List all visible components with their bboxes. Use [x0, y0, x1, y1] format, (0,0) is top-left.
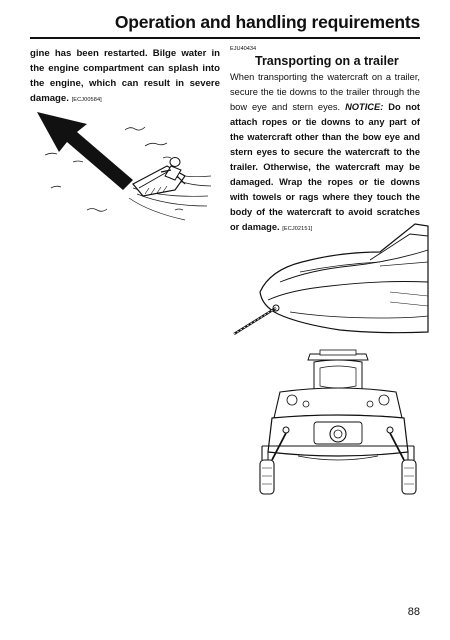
section-body: [230, 70, 420, 237]
section-title: Transporting on a trailer: [255, 54, 399, 68]
bow-tie-down-illustration: [230, 222, 430, 342]
page-header-title: Operation and handling requirements: [114, 12, 420, 32]
right-column: [230, 46, 420, 237]
header-rule: [30, 37, 420, 39]
trailer-wheel-right: [402, 460, 416, 494]
direction-arrow-icon: [37, 112, 133, 190]
section-code: EJU40434: [230, 46, 257, 52]
warning-paragraph: gine has been restarted. Bilge water in the engine compartment can splash into the engine, which can result in severe damage.: [30, 48, 220, 104]
caution-code: [ECJ00584]: [71, 97, 102, 103]
stern-view-illustration: [258, 348, 418, 498]
page-number: 88: [407, 606, 420, 618]
trailer-wheel-left: [260, 460, 274, 494]
watercraft-motion-illustration: [25, 110, 215, 230]
notice-code: [ECJ02151]: [282, 226, 313, 232]
bow-hull: [260, 224, 428, 333]
notice-label: NOTICE:: [345, 102, 384, 112]
stern-eye-left: [283, 427, 289, 433]
intro-text: When transporting the watercraft on a trailer, secure the tie downs to the trailer through the bow eye and stern eyes.: [230, 72, 420, 112]
left-column: [30, 46, 220, 108]
rider-head: [170, 158, 180, 167]
notice-text: Do not attach ropes or tie downs to any part of the watercraft other than the bow eye and stern eyes to secure the watercraft to the trailer. Otherwise, the watercraft may be damaged. Wrap the ropes or tie downs with towels or rags where they touch the body of the watercraft to avoid scratches or damage.: [230, 102, 421, 232]
stern-eye-right: [387, 427, 393, 433]
